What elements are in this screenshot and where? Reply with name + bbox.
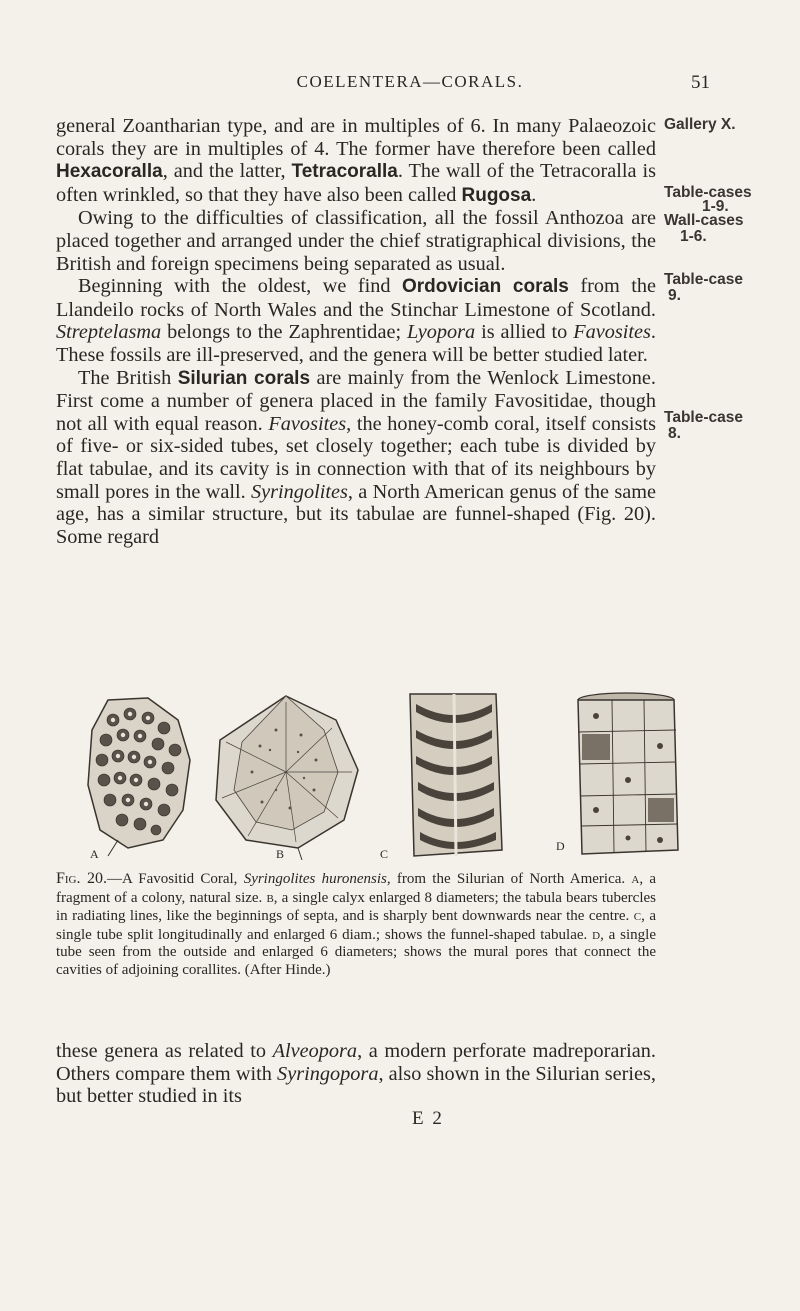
paragraph-4: The British Silurian corals are mainly from the Wenlock Limestone. First come a number of genera placed in the family Favositidae, though not all with equal reason. Favosites, the honey-comb coral, itself consists of five- or six-sided tubes, set closely together; each tube is divided by flat tabulae, and its cavity is in connection with that of its neighbours by small pores in the wall. Syringolites, a North American genus of the same age, has a similar structure, but its tabulae are funnel-shaped (Fig. 20). Some regard [56, 366, 656, 548]
running-head [110, 72, 710, 98]
panel-label-a: A [90, 847, 99, 860]
margin-note-gallery: Gallery X. [664, 116, 736, 133]
panel-label-d: D [556, 839, 565, 853]
margin-line: Wall-cases [664, 212, 744, 229]
page-number: 51 [691, 72, 710, 93]
paragraph-5: these genera as related to Alveopora, a modern perforate madreporarian. Others compare them with Syringopora, also shown in the Silurian series, but better studied in its [56, 1040, 656, 1108]
caption-text: Fig. 20.—A Favositid Coral, Syringolites huronensis, from the Silurian of North America. a, a fragment of a colony, natural size. b, a single calyx enlarged 8 diameters; the tabula bears tubercles in radiating lines, like the beginnings of septa, and is sharply bent downwards near the centre. c, a single tube split longitudinally and enlarged 6 diam.; shows the funnel-shaped tabulae. d, a single tube seen from the outside and enlarged 6 diameters; shows the mural pores that connect the cavities of adjoining corallites. (After Hinde.) [56, 870, 656, 978]
text-run: Favosites [573, 321, 651, 344]
panel-label-b: B [276, 847, 285, 860]
margin-note-table-8 [664, 410, 784, 442]
text-run: Rugosa [461, 184, 532, 206]
text-run: Alveopora [272, 1040, 358, 1062]
text-run: Fig. 20. [56, 870, 108, 887]
paragraph-3: Beginning with the oldest, we find Ordovician corals from the Llandeilo rocks of North Wales and the Stinchar Limestone of Scotland. Streptelasma belongs to the Zaphrentidae; Lyopora is allied to Favosites. These fossils are ill-preserved, and the genera will be better studied later. [56, 275, 657, 366]
margin-note-table-wall [664, 185, 784, 245]
closing-paragraph [56, 1040, 656, 1108]
paragraph-1: general Zoantharian type, and are in multiples of 6. In many Palaeozoic corals they are in multiples of 4. The former have therefore been called Hexacoralla, and the latter, Tetracoralla. The wall of the Tetracoralla is often wrinkled, so that they have also been called Rugosa. [56, 115, 656, 206]
text-run: b [266, 888, 274, 906]
running-title: COELENTERA—CORALS. [296, 72, 524, 91]
signature-mark: E 2 [412, 1108, 444, 1129]
margin-note-table-9 [664, 272, 784, 304]
margin-line: Table-case [664, 271, 743, 288]
figure-panel-c-tube-section-illustration [374, 690, 534, 860]
text-run: Silurian corals [177, 367, 311, 389]
text-run: Ordovician corals [401, 276, 569, 298]
text-run: c [633, 907, 642, 925]
margin-line: Table-case [664, 409, 743, 426]
margin-line: 8. [668, 425, 681, 442]
text-run: Tetracoralla [291, 161, 398, 183]
text-run: Streptelasma [56, 321, 162, 344]
text-run: Syringolites huronensis [243, 871, 387, 887]
margin-line: 1-6. [680, 228, 707, 245]
body-text [56, 115, 656, 548]
text-run: Hexacoralla [56, 161, 163, 183]
figure-caption [56, 870, 656, 980]
figure-panel-d-tube-exterior-illustration [548, 690, 698, 860]
margin-line: 9. [668, 287, 681, 304]
text-run: Lyopora [407, 321, 476, 344]
text-run: Syringolites [251, 480, 348, 503]
figure-panel-b-calyx-illustration [206, 690, 366, 860]
text-run: Favosites [268, 412, 347, 435]
panel-label-c: C [380, 847, 389, 860]
paragraph-2: Owing to the difficulties of classification, all the fossil Anthozoa are placed together and arranged under the chief stratigraphical divisions, the British and foreign specimens being separated as usual. [56, 207, 656, 275]
text-run: d [592, 925, 601, 943]
figure-panel-a-colony-illustration [78, 690, 198, 860]
margin-line: 1-9. [702, 198, 729, 215]
text-run: Syringopora [277, 1062, 379, 1085]
margin-line: Table-cases [664, 184, 752, 201]
figure-20 [56, 690, 746, 860]
text-run: a [631, 870, 640, 887]
